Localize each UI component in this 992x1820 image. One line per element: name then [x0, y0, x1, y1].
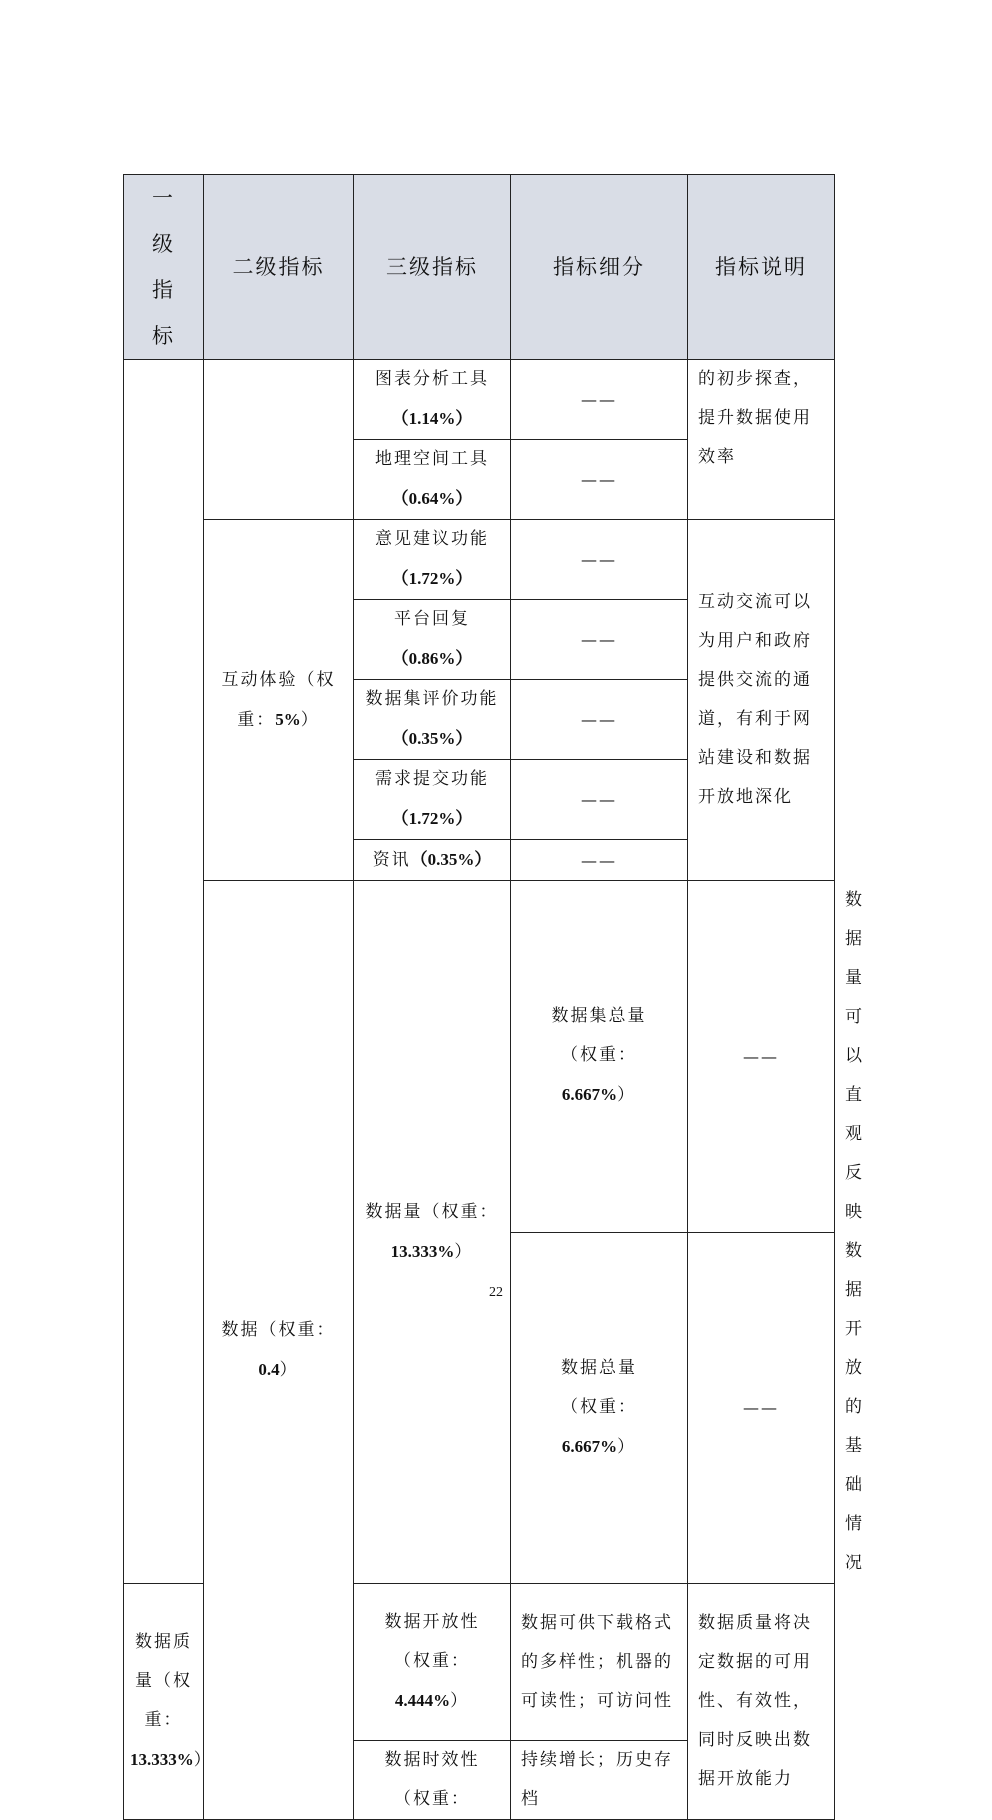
level3-news: 资讯（0.35%） — [354, 840, 511, 881]
level2-cell-continued — [204, 360, 354, 520]
data-quality-description: 数据质量将决定数据的可用性、有效性，同时反映出数据开放能力 — [688, 1584, 835, 1820]
table-row: 数据（权重：0.4） 数据量（权重：13.333%） 数据集总量 （权重： 6.667%） —— 数据量可以直观反映数据开放的基础情况 — [124, 881, 835, 1233]
breakdown-dash: —— — [511, 360, 688, 440]
breakdown-dash: —— — [511, 680, 688, 760]
level3-request-submit: 需求提交功能 （1.72%） — [354, 760, 511, 840]
level3-data-total: 数据总量 （权重： 6.667%） — [511, 1232, 688, 1584]
table-header-row — [124, 175, 835, 360]
level2-interaction: 互动体验（权重：5%） — [204, 520, 354, 881]
header-description: 指标说明 — [688, 175, 835, 360]
page-number: 22 — [489, 1285, 503, 1300]
header-level3: 三级指标 — [354, 175, 511, 360]
level2-data-volume: 数据量（权重：13.333%） — [354, 881, 511, 1584]
indicator-table — [123, 174, 864, 1820]
level3-data-openness: 数据开放性 （权重： 4.444%） — [354, 1584, 511, 1741]
breakdown-dash: —— — [511, 760, 688, 840]
breakdown-dash: —— — [511, 520, 688, 600]
level1-data: 数据（权重：0.4） — [204, 881, 354, 1820]
table-row — [124, 360, 835, 440]
breakdown-dash: —— — [511, 840, 688, 881]
interaction-description: 互动交流可以为用户和政府提供交流的通道，有利于网站建设和数据开放地深化 — [688, 520, 835, 881]
level3-data-timeliness: 数据时效性 （权重： — [354, 1741, 511, 1820]
level3-dataset-rating: 数据集评价功能（0.35%） — [354, 680, 511, 760]
header-breakdown: 指标细分 — [511, 175, 688, 360]
header-level1: 一级指标 — [124, 175, 204, 360]
breakdown-dash: —— — [511, 440, 688, 520]
tools-description: 的初步探查，提升数据使用效率 — [688, 360, 835, 520]
breakdown-openness: 数据可供下载格式的多样性；机器的可读性；可访问性 — [511, 1584, 688, 1741]
breakdown-timeliness: 持续增长；历史存档 — [511, 1741, 688, 1820]
breakdown-dash: —— — [688, 1232, 835, 1584]
level2-data-quality: 数据质量（权重：13.333%） — [124, 1584, 204, 1820]
level3-platform-reply: 平台回复 （0.86%） — [354, 600, 511, 680]
breakdown-dash: —— — [511, 600, 688, 680]
table-row — [124, 520, 835, 600]
level3-geo-tool: 地理空间工具 （0.64%） — [354, 440, 511, 520]
level3-feedback: 意见建议功能 （1.72%） — [354, 520, 511, 600]
level1-cell-continued — [124, 360, 204, 1584]
header-level2: 二级指标 — [204, 175, 354, 360]
breakdown-dash: —— — [688, 881, 835, 1233]
level3-chart-tool: 图表分析工具 （1.14%） — [354, 360, 511, 440]
level3-dataset-total: 数据集总量 （权重： 6.667%） — [511, 881, 688, 1233]
